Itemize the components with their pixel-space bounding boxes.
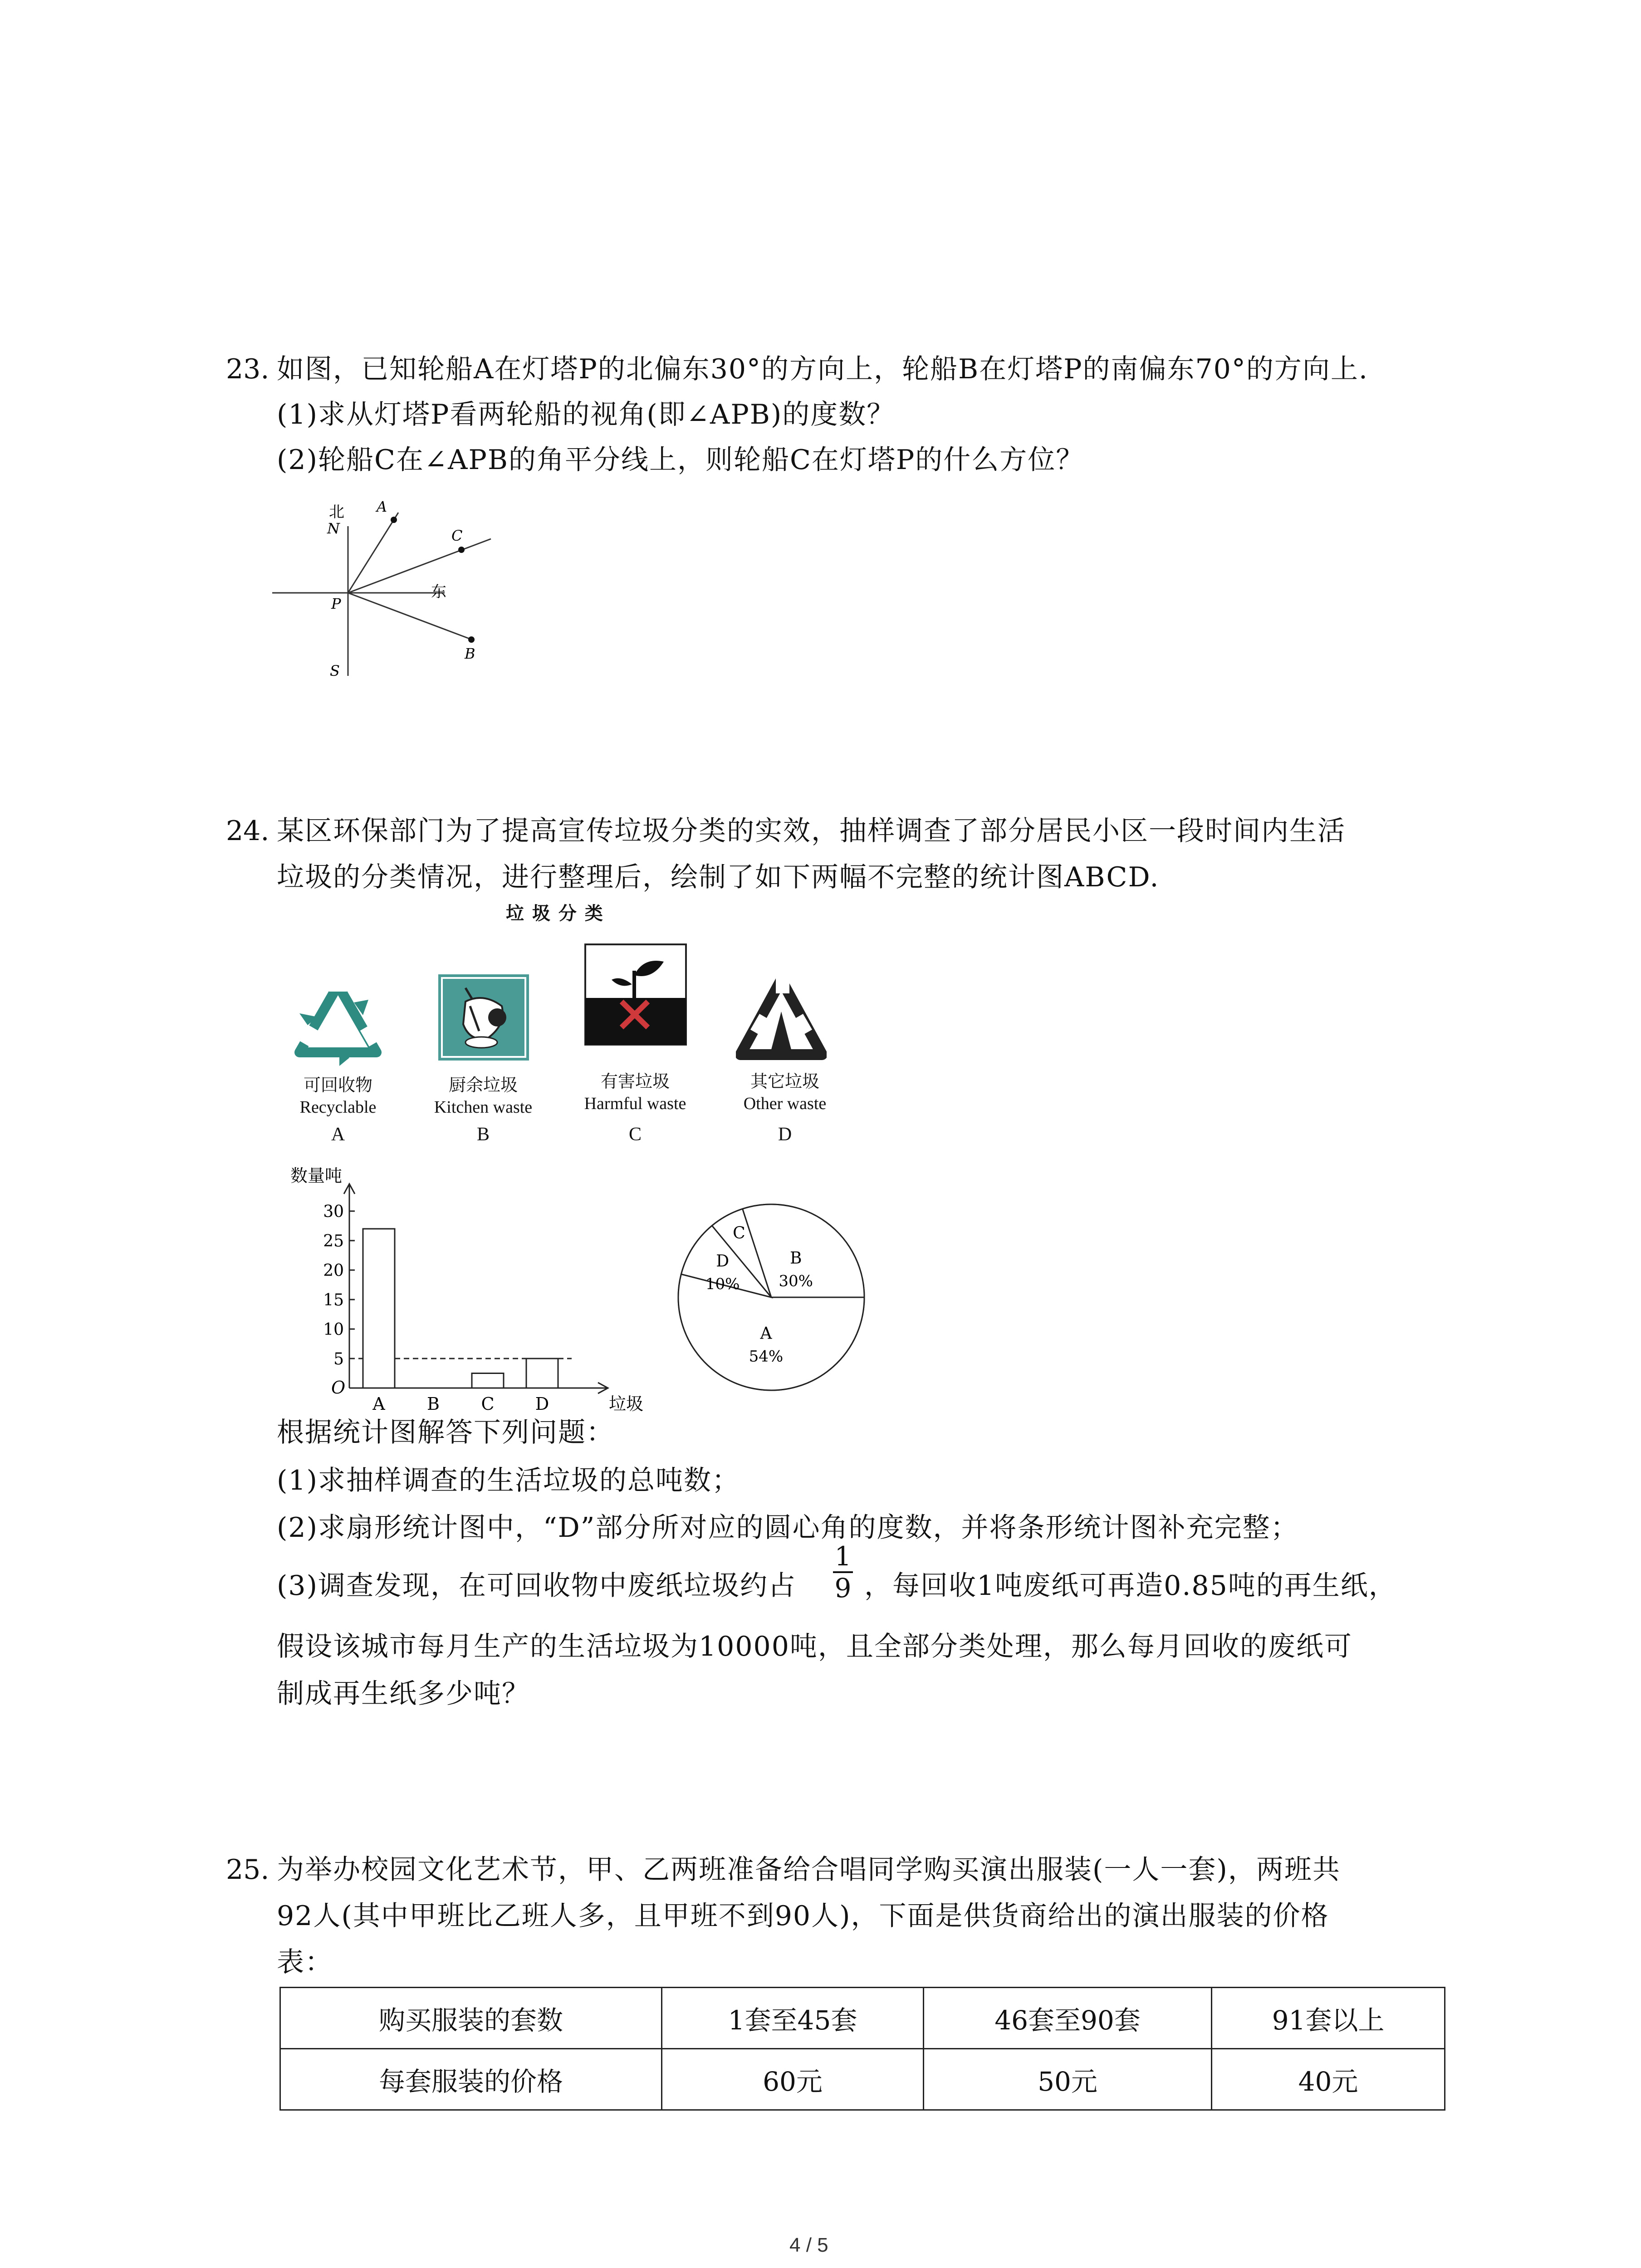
- category-en: Recyclable: [299, 1098, 377, 1117]
- ray-pb: [348, 593, 472, 640]
- y-tick-label: 10: [323, 1320, 344, 1339]
- x-tick-label: D: [535, 1394, 549, 1414]
- question-text: 某区环保部门为了提高宣传垃圾分类的实效，抽样调查了部分居民小区一段时间内生活: [277, 815, 1346, 847]
- question-text: 垃圾的分类情况，进行整理后，绘制了如下两幅不完整的统计图ABCD.: [277, 861, 1160, 893]
- pie-label-B: B: [789, 1249, 802, 1268]
- y-tick-label: 30: [323, 1202, 344, 1221]
- table-cell: 60元: [662, 2049, 924, 2110]
- bar-chart: [281, 1161, 658, 1424]
- x-axis-label: 垃圾: [609, 1394, 644, 1414]
- label-east: 东: [431, 583, 446, 601]
- ray-pc: [348, 539, 491, 593]
- question-text: 如图，已知轮船A在灯塔P的北偏东30°的方向上，轮船B在灯塔P的南偏东70°的方向上.: [277, 353, 1368, 385]
- fraction-denominator: 9: [834, 1573, 852, 1603]
- question-number: 25.: [226, 1854, 269, 1886]
- question-number: 24.: [226, 815, 269, 847]
- label-p: P: [331, 595, 341, 612]
- sub-question-3-line2: 假设该城市每月生产的生活垃圾为10000吨，且全部分类处理，那么每月回收的废纸可: [277, 1631, 1352, 1662]
- bar-D: [526, 1359, 558, 1388]
- y-tick-label: 25: [323, 1232, 344, 1251]
- pie-percent-D: 10%: [705, 1275, 740, 1293]
- x-tick-label: A: [372, 1394, 385, 1414]
- panel-title: 垃 圾 分 类: [506, 903, 604, 924]
- harmful-waste-icon: [584, 943, 687, 1046]
- fraction-numerator: 1: [834, 1541, 852, 1572]
- price-table: [279, 1987, 1445, 2111]
- label-b: B: [465, 645, 475, 662]
- pie-label-D: D: [716, 1251, 730, 1271]
- label-c: C: [451, 527, 463, 544]
- y-tick-label: 15: [323, 1291, 344, 1310]
- sub-question-2: (2)求扇形统计图中，“D”部分所对应的圆心角的度数，并将条形统计图补充完整；: [277, 1512, 1299, 1544]
- table-cell: 40元: [1212, 2049, 1445, 2110]
- category-cn: 可回收物: [303, 1076, 372, 1095]
- category-cn: 厨余垃圾: [448, 1076, 518, 1095]
- ship-b-point: [468, 636, 475, 643]
- label-south: S: [330, 662, 340, 679]
- y-axis-label: 数量吨: [290, 1166, 343, 1186]
- x-tick-label: B: [427, 1394, 440, 1414]
- category-letter: C: [628, 1124, 642, 1145]
- category-en: Harmful waste: [584, 1094, 686, 1113]
- label-north-cn: 北: [329, 503, 344, 521]
- sub-question-3-cont: ，每回收1吨废纸可再造0.85吨的再生纸，: [864, 1570, 1397, 1602]
- y-tick-label: 20: [323, 1261, 344, 1280]
- bar-A: [363, 1229, 395, 1388]
- category-en: Other waste: [743, 1094, 827, 1113]
- ship-c-point: [458, 547, 465, 553]
- pie-chart: [671, 1198, 871, 1397]
- category-en: Kitchen waste: [434, 1098, 533, 1117]
- page-number: 4 / 5: [789, 2234, 828, 2256]
- other-waste-icon: [736, 975, 827, 1066]
- label-north: N: [327, 520, 340, 537]
- kitchen-waste-icon: [438, 974, 529, 1061]
- table-cell: 购买服装的套数: [280, 1988, 662, 2049]
- pie-percent-A: 54%: [749, 1347, 784, 1366]
- question-text: 92人(其中甲班比乙班人多，且甲班不到90人)，下面是供货商给出的演出服装的价格: [277, 1900, 1329, 1932]
- category-letter: A: [331, 1124, 345, 1145]
- label-a: A: [377, 498, 387, 515]
- sub-question-3: (3)调查发现，在可回收物中废纸垃圾约占: [277, 1570, 796, 1602]
- table-row: [280, 1988, 1445, 2049]
- y-tick-label: 5: [333, 1350, 344, 1369]
- recycle-icon: [286, 975, 390, 1070]
- category-letter: D: [778, 1124, 792, 1145]
- table-row: [280, 2049, 1445, 2110]
- pie-percent-B: 30%: [779, 1272, 813, 1290]
- sub-question-1: (1)求从灯塔P看两轮船的视角(即∠APB)的度数？: [277, 399, 895, 430]
- compass-figure: [263, 490, 517, 689]
- table-cell: 每套服装的价格: [280, 2049, 662, 2110]
- instruction-text: 根据统计图解答下列问题：: [277, 1417, 614, 1448]
- ray-pa: [348, 513, 398, 593]
- sub-question-2: (2)轮船C在∠APB的角平分线上，则轮船C在灯塔P的什么方位？: [277, 444, 1084, 476]
- x-tick-label: C: [481, 1394, 495, 1414]
- origin-label: O: [331, 1378, 346, 1398]
- category-letter: B: [476, 1124, 490, 1145]
- table-cell: 50元: [924, 2049, 1212, 2110]
- question-number: 23.: [226, 353, 269, 385]
- pie-label-C: C: [733, 1224, 745, 1243]
- pie-label-A: A: [760, 1324, 772, 1343]
- question-text: 为举办校园文化艺术节，甲、乙两班准备给合唱同学购买演出服装(一人一套)，两班共: [277, 1854, 1341, 1886]
- table-cell: 91套以上: [1212, 1988, 1445, 2049]
- category-cn: 有害垃圾: [600, 1072, 670, 1091]
- table-cell: 1套至45套: [662, 1988, 924, 2049]
- ship-a-point: [391, 517, 397, 523]
- bar-C: [472, 1374, 504, 1388]
- question-text: 表：: [277, 1946, 333, 1978]
- sub-question-3-line3: 制成再生纸多少吨？: [277, 1678, 530, 1710]
- table-cell: 46套至90套: [924, 1988, 1212, 2049]
- sub-question-1: (1)求抽样调查的生活垃圾的总吨数；: [277, 1465, 740, 1496]
- category-cn: 其它垃圾: [750, 1072, 819, 1091]
- fraction-one-ninth: [827, 1541, 859, 1603]
